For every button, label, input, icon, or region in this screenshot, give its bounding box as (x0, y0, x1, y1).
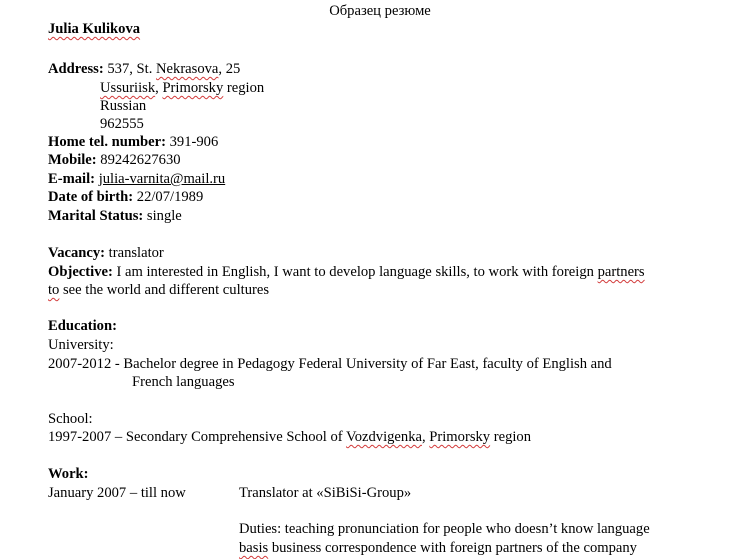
address-region-word: region (223, 80, 265, 96)
education-heading: Education: (48, 318, 117, 334)
university-line-2: French languages (132, 374, 235, 390)
address-region-name: Primorsky (162, 80, 224, 96)
home-tel-value: 391-906 (165, 134, 219, 150)
address-line-4: 962555 (100, 116, 144, 132)
address-label: Address: (48, 61, 104, 77)
address-line-1 (48, 60, 240, 78)
address-line-2 (100, 79, 264, 97)
marital-value: single (143, 208, 182, 224)
address-street-c: , 25 (218, 61, 241, 77)
objective-label: Objective: (48, 264, 113, 280)
vacancy-value: translator (105, 245, 164, 261)
dob-row (48, 188, 203, 206)
email-row (48, 170, 225, 188)
school-text-d: Primorsky (429, 429, 491, 445)
vacancy-label: Vacancy: (48, 245, 106, 261)
work-duties-line-2 (239, 539, 637, 557)
work-duties-text-b: business correspondence with foreign partners of the company (268, 540, 637, 556)
objective-text-c: to (48, 282, 60, 298)
marital-row (48, 207, 182, 225)
marital-label: Marital Status: (48, 208, 144, 224)
work-period: January 2007 – till now (48, 485, 186, 501)
objective-line-1 (48, 263, 645, 281)
work-position: Translator at «SiBiSi-Group» (239, 485, 412, 501)
address-street-b: Nekrasova (156, 61, 219, 77)
school-text-a: 1997-2007 – Secondary Comprehensive School of (48, 429, 347, 445)
school-line (48, 428, 531, 446)
university-label: University: (48, 337, 114, 353)
email-link[interactable]: julia-varnita@mail.ru (98, 171, 226, 187)
address-city: Ussuriisk (100, 80, 156, 96)
home-tel-row (48, 133, 218, 151)
objective-text-b: partners (597, 264, 645, 280)
objective-line-2 (48, 281, 269, 299)
address-street-a: 537, St. (107, 61, 156, 77)
dob-label: Date of birth: (48, 189, 134, 205)
mobile-row (48, 151, 181, 169)
candidate-name (48, 20, 140, 38)
school-text-e: region (490, 429, 532, 445)
address-sep: , (155, 80, 163, 96)
work-duties-text-a: basis (239, 540, 269, 556)
school-label: School: (48, 411, 93, 427)
home-tel-label: Home tel. number: (48, 134, 166, 150)
school-text-b: Vozdvigenka (346, 429, 422, 445)
objective-text-a: I am interested in English, I want to develop language skills, to work with foreign (112, 264, 598, 280)
work-duties-line-1: Duties: teaching pronunciation for people who doesn’t know language (239, 521, 650, 537)
document-title: Образец резюме (329, 3, 431, 19)
work-heading: Work: (48, 466, 89, 482)
vacancy-row (48, 244, 164, 262)
candidate-name-text: Julia Kulikova (48, 21, 141, 37)
email-label: E-mail: (48, 171, 96, 187)
school-text-c: , (421, 429, 430, 445)
objective-text-d: see the world and different cultures (59, 282, 270, 298)
address-line-3: Russian (100, 98, 147, 114)
mobile-label: Mobile: (48, 152, 97, 168)
dob-value: 22/07/1989 (133, 189, 204, 205)
university-line-1: 2007-2012 - Bachelor degree in Pedagogy Federal University of Far East, faculty of English and (48, 356, 612, 372)
mobile-value: 89242627630 (96, 152, 181, 168)
